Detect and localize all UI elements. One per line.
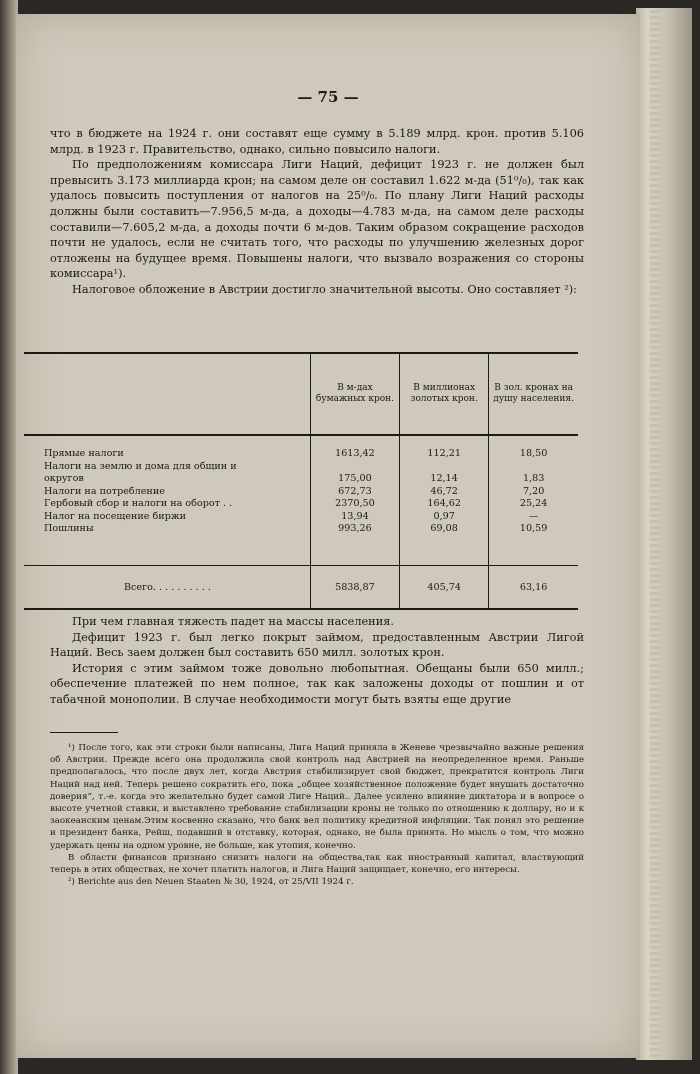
table-cell: 25,24: [519, 498, 548, 509]
table-header-per-capita: В зол. кронах на душу населения.: [489, 354, 578, 435]
table-cell: 2370,50: [335, 498, 375, 509]
table-header-paper-crowns: В м-дах бумажных крон.: [310, 354, 399, 435]
footnotes: [50, 742, 584, 888]
footnote-2: ²) Berichte aus den Neuen Staaten № 30, 1924, от 25/VII 1924 г.: [68, 877, 354, 888]
footnote-1: ¹) После того, как эти строки были написаны, Лига Наций приняла в Женеве чрезвычайно важные решения об Австрии. Прежде всего она продолжила свой контроль над Австрией на неопределенное время. Раньше предполагалось, что после двух лет, когда Австрия стабилизирует свой бюджет, прекратится контроль Лиги Наций над ней. Теперь решено сократить его, пока „общее хозяйственное положение будет внушать достаточно доверия“, т.-е. когда это желательно будет самой Лиге Наций.. Далее усилено влияние диктатора и в вопросе о высоте учетной ставки, и выставлено требование стабилизации кроны не только по отношению к доллару, но и к заокеанским ценам.Этим косвенно сказано, что банк вел политику кредитной инфляции. Так понял это решение и президент банка, Рейш, подавший в отставку, которая, однако, не была принята. Но мысль о том, что можно удержать цены на одном уровне, не больше, как утопия, конечно.: [50, 743, 584, 851]
table-row-label: Налоги на потребление: [44, 485, 165, 497]
page-stack-edge: [636, 8, 692, 1060]
table-col-paper: [310, 435, 399, 566]
table-total-row: [24, 566, 578, 609]
table-total-paper: 5838,87: [310, 566, 399, 609]
table-cell: 993,26: [338, 523, 372, 534]
bottom-paragraphs: [50, 614, 584, 708]
table-row-label: Пошлины: [44, 523, 94, 534]
table-cell: 69,08: [430, 523, 458, 534]
paragraph-burden: При чем главная тяжесть падет на массы населения.: [72, 615, 394, 628]
table-total-gold: 405,74: [400, 566, 489, 609]
table-row-label: Прямые налоги: [44, 448, 124, 459]
top-paragraphs: [50, 126, 584, 298]
paragraph-loan-history: История с этим займом тоже довольно любопытная. Обещаны были 650 милл.; обеспечение платежей по нем полное, так как заложены доходы от пошлин и от табачной монополии. В случае необходимости могут быть взяты еще другие: [50, 661, 584, 706]
paragraph-loan: Дефицит 1923 г. был легко покрыт займом, предоставленным Австрии Лигой Наций. Весь заем должен был составить 650 милл. золотых крон.: [50, 630, 584, 660]
table-body-row: [24, 435, 578, 566]
table-total-label: Всего. . . . . . . . . .: [24, 566, 310, 609]
table-labels: [24, 435, 310, 566]
paragraph-tax-intro: Налоговое обложение в Австрии достигло значительной высоты. Оно составляет ²):: [72, 282, 577, 296]
table-cell: 46,72: [430, 485, 458, 497]
table-cell-spacer: [315, 461, 395, 474]
table-row-label-line2: округов: [44, 473, 84, 484]
footnote-1-cont: В области финансов признано снизить налоги на общества,так как иностранный капитал, властвующий теперь в этих обществах, не хочет платить налогов, и Лига Наций защищает, конечно, его интересы.: [50, 852, 584, 876]
table-cell: 0,97: [433, 510, 455, 522]
page-number: — 75 —: [297, 88, 359, 106]
table-header-gold-crowns: В миллионах золотых крон.: [400, 354, 489, 435]
table-cell: 672,73: [338, 485, 372, 497]
table-row-label: Налог на посещение биржи: [44, 510, 187, 522]
book-page: [16, 14, 640, 1058]
footnote-divider: [50, 732, 118, 733]
table-cell: —: [528, 510, 539, 522]
table-cell: 12,14: [430, 473, 458, 484]
table-row-label: Гербовый сбор и налоги на оборот . .: [44, 498, 233, 509]
table-cell-spacer: [404, 461, 484, 474]
table-header-row: [24, 354, 578, 435]
table-cell: 112,21: [427, 448, 461, 459]
table-row-label: [44, 461, 306, 486]
table-cell: 7,20: [522, 485, 545, 497]
table-cell: 1613,42: [335, 448, 375, 459]
table-col-gold: [400, 435, 489, 566]
page-stack-stripes: [650, 10, 660, 1058]
tax-table: [24, 352, 578, 610]
table-cell: 175,00: [338, 473, 372, 484]
paragraph-deficit: По предположениям комиссара Лиги Наций, дефицит 1923 г. не должен был превысить 3.173 миллиарда крон; на самом деле он составил 1.622 м-да (51⁰/₀), так как удалось повысить поступления от налогов на 25⁰/₀. По плану Лиги Наций расходы должны были составить—7.956,5 м-да, а доходы—4.783 м-да, на самом деле расходы составили—7.605,2 м-да, а доходы почти 6 м-дов. Таким образом сокращение расходов почти не удалось, если не считать того, что расходы по улучшению железных дорог отложены на будущее время. Повышены налоги, что вызвало возражения со стороны комиссара¹).: [50, 158, 584, 281]
table-row-label-line1: Налоги на землю и дома для общин и: [44, 460, 237, 472]
table-cell: 1,83: [522, 473, 545, 484]
table-cell: 13,94: [341, 510, 369, 522]
table-header-blank: [24, 354, 310, 435]
table-cell-spacer: [493, 461, 574, 474]
paragraph-budget: что в бюджете на 1924 г. они составят еще сумму в 5.189 млрд. крон. против 5.106 млрд. в 1923 г. Правительство, однако, сильно повысило налоги.: [50, 127, 584, 156]
table-col-per-capita: [489, 435, 578, 566]
table-cell: 10,59: [519, 523, 548, 534]
table-cell: 18,50: [519, 448, 548, 459]
table-total-per-capita: 63,16: [489, 566, 578, 609]
table-cell: 164,62: [427, 498, 461, 509]
